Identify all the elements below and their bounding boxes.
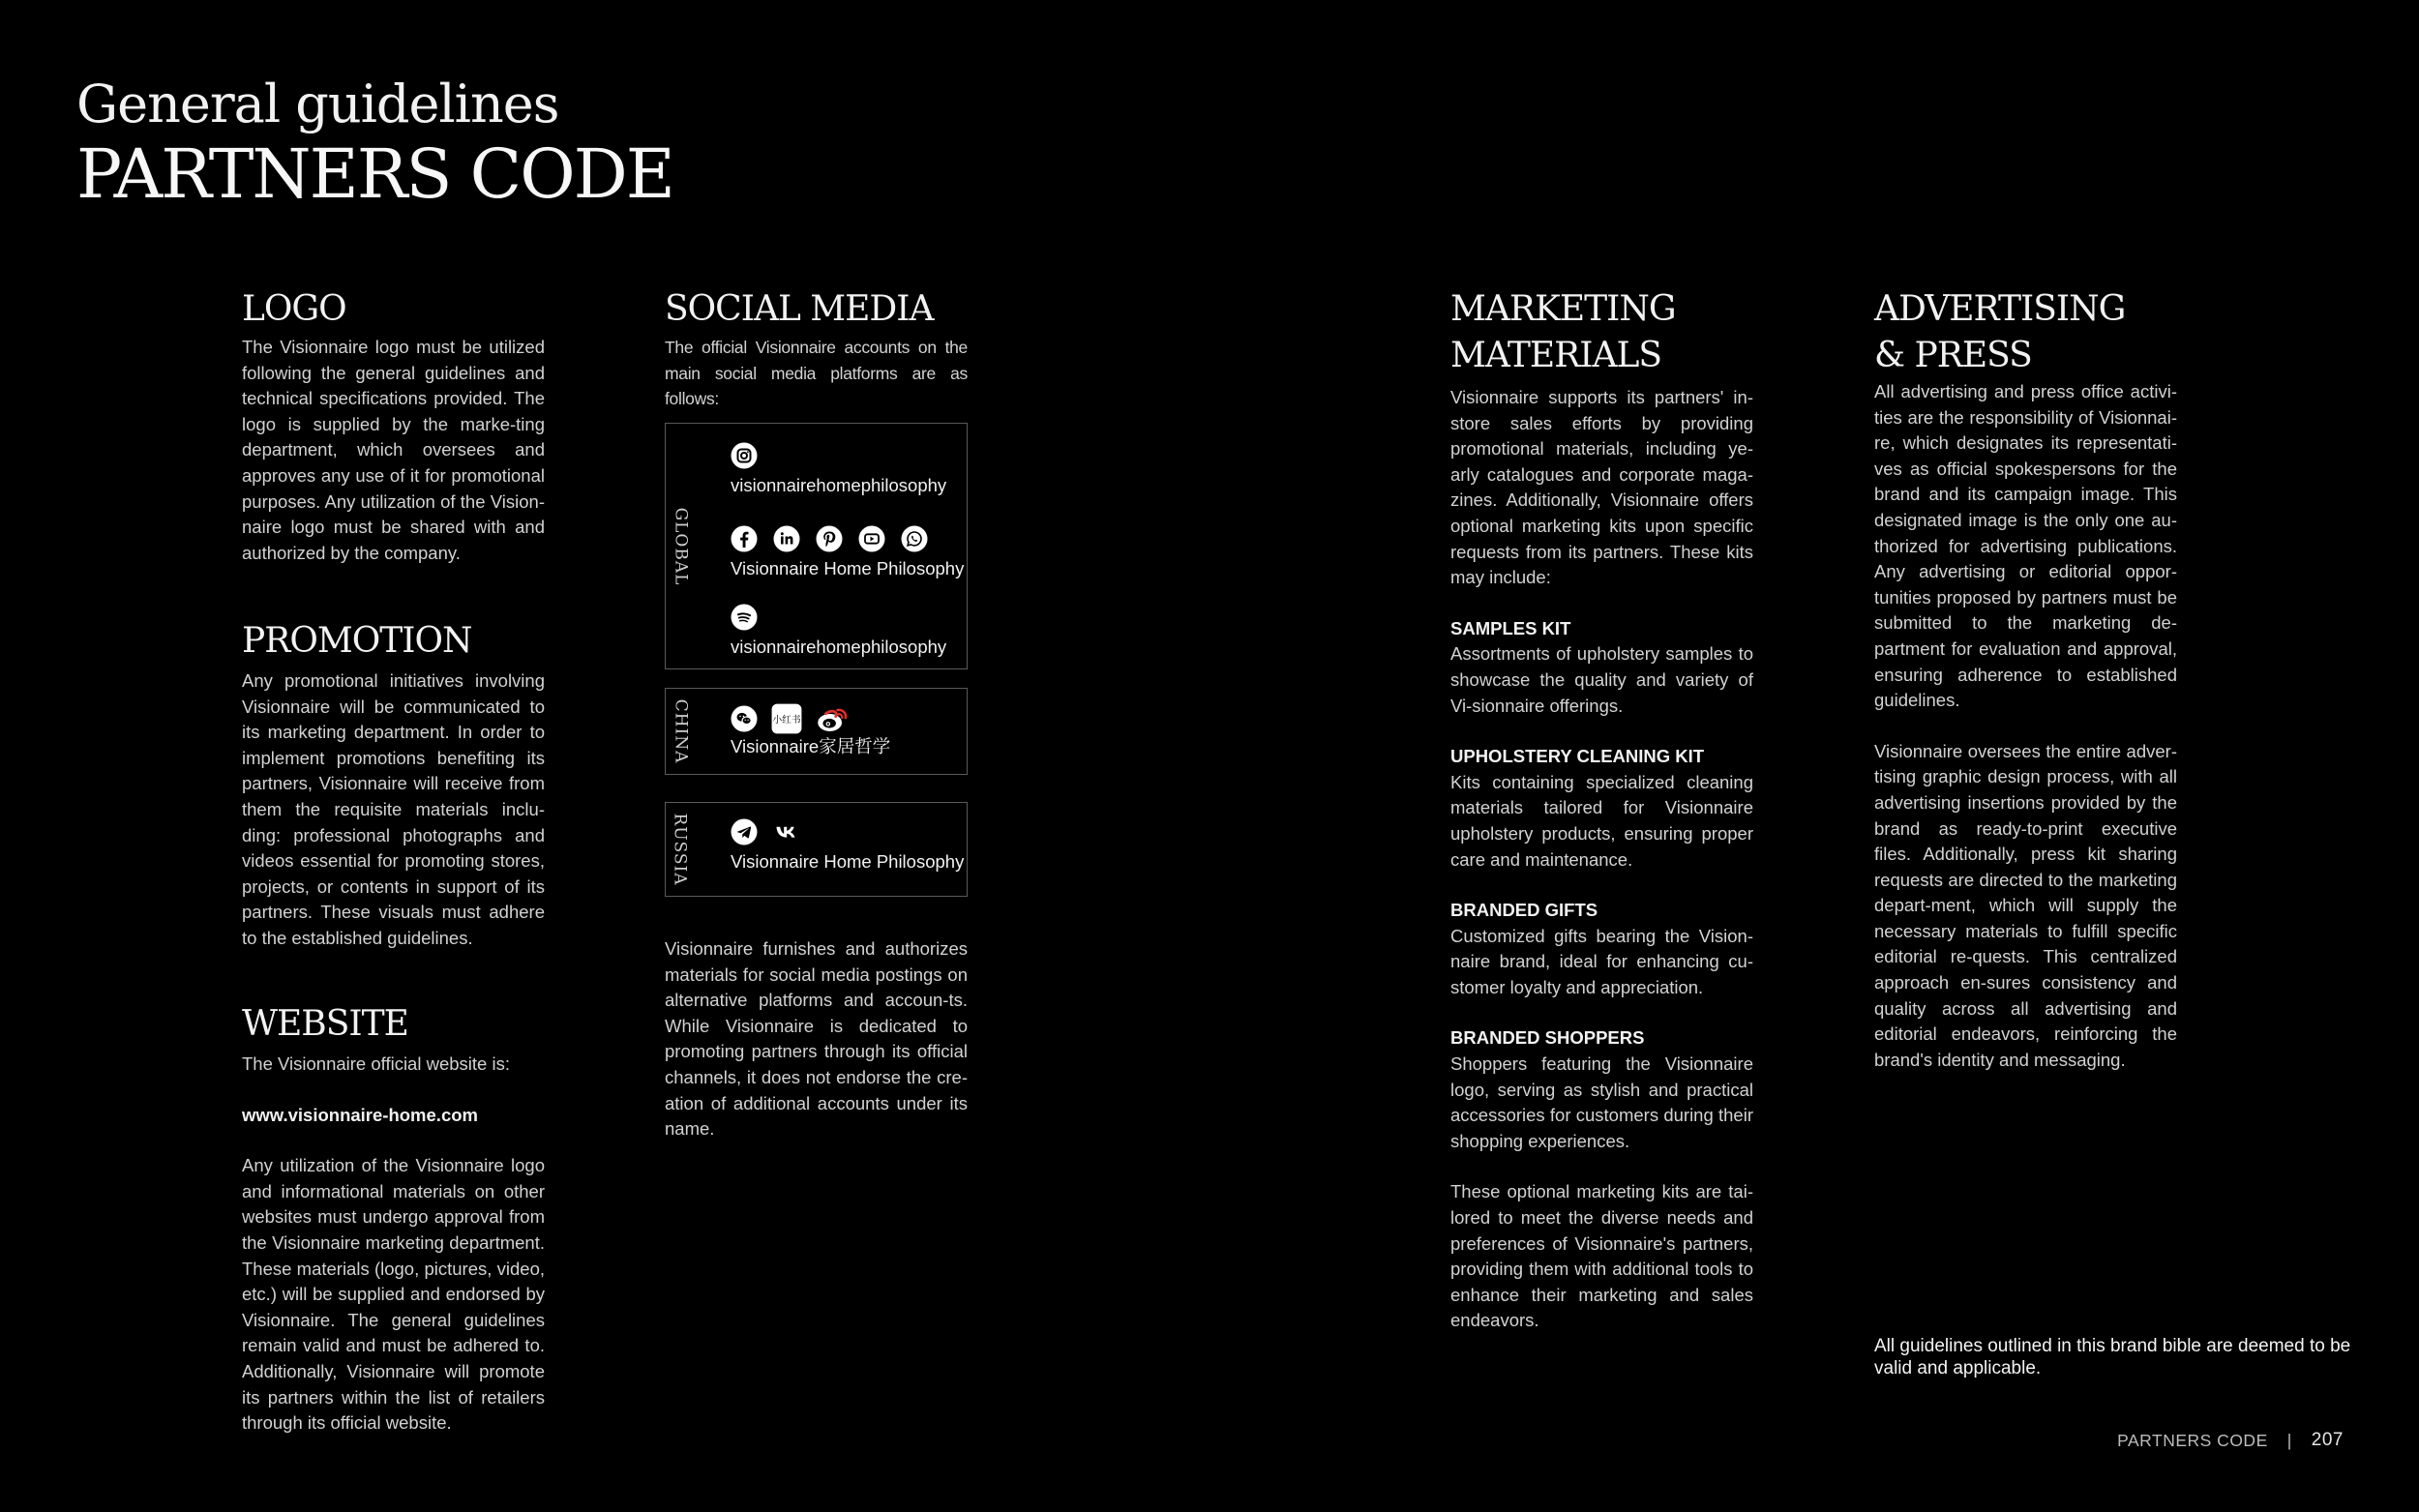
website-heading: WEBSITE: [242, 1004, 408, 1044]
footer-separator: |: [2286, 1430, 2292, 1450]
website-body: Any utilization of the Visionnaire logo and informational materials on other websites must undergo approval from the Visionnaire marketing department. These materials (logo, pictures, video, etc.) will be supplied and endorsed by Visionnaire. The general guidelines remain valid and must be adhered to. Additionally, Visionnaire will promote its partners within the list of retailers through its official website.: [242, 1155, 545, 1434]
marketing-item-body: Kits containing specialized cleaning materials tailored for Visionnaire upholstery products, ensuring proper care and maintenance.: [1450, 771, 1753, 870]
youtube-icon[interactable]: [858, 525, 885, 552]
instagram-handle[interactable]: visionnairehomephilosophy: [731, 475, 947, 495]
advertising-heading-line2: & PRESS: [1874, 336, 2032, 375]
xiaohongshu-icon[interactable]: [771, 703, 802, 734]
svg-text:小红书: 小红书: [772, 715, 801, 726]
social-box-russia: [665, 802, 968, 897]
vk-icon[interactable]: [773, 818, 800, 845]
russia-handle[interactable]: Visionnaire Home Philosophy: [731, 851, 965, 872]
marketing-item-body: Assortments of upholstery samples to showcase the quality and variety of Vi-sionnaire offerings.: [1450, 643, 1753, 716]
logo-body: The Visionnaire logo must be utilized following the general guidelines and technical specifications provided. The logo is supplied by the marke-ting department, which oversees and approves any use of it for promotional purposes. Any utilization of the Vision-naire logo must be shared with and authorized by the company.: [242, 337, 545, 563]
social-footer-section: [665, 936, 968, 1142]
advertising-heading-line1: ADVERTISING: [1874, 289, 2126, 329]
page-header: [76, 75, 673, 215]
marketing-heading-line1: MARKETING: [1450, 289, 1676, 329]
whatsapp-icon[interactable]: [901, 525, 928, 552]
social-intro: The official Visionnaire accounts on the main social media platforms are as follows:: [665, 338, 968, 409]
logo-section: [242, 286, 545, 566]
website-url-link[interactable]: www.visionnaire-home.com: [242, 1104, 478, 1125]
promotion-heading: PROMOTION: [242, 621, 472, 661]
marketing-item-body: Customized gifts bearing the Vision-naire brand, ideal for enhancing cu-stomer loyalty and appreciation.: [1450, 925, 1753, 997]
spotify-handle[interactable]: visionnairehomephilosophy: [731, 637, 947, 657]
marketing-outro: These optional marketing kits are tai-lored to meet the diverse needs and preferences of Visionnaire's partners, providing them with additional tools to enhance their marketing and sales endeavors.: [1450, 1181, 1753, 1331]
page-title: PARTNERS CODE: [76, 134, 673, 214]
footer-section-label: PARTNERS CODE: [2117, 1430, 2268, 1450]
social-box-china: [665, 688, 968, 775]
telegram-icon[interactable]: [731, 818, 758, 845]
website-intro: The Visionnaire official website is:: [242, 1053, 510, 1074]
marketing-heading-line2: MATERIALS: [1450, 336, 1662, 375]
page-subtitle: General guidelines: [76, 74, 559, 134]
china-handle[interactable]: Visionnaire家居哲学: [731, 736, 891, 756]
marketing-item-title: BRANDED SHOPPERS: [1450, 1027, 1645, 1049]
marketing-item-body: Shoppers featuring the Visionnaire logo, serving as stylish and practical accessories for customers during their shopping experiences.: [1450, 1053, 1753, 1151]
social-heading: SOCIAL MEDIA: [665, 289, 934, 329]
promotion-section: [242, 618, 545, 952]
china-label: CHINA: [671, 698, 691, 764]
website-section: [242, 1001, 545, 1437]
page-number: 207: [2311, 1430, 2344, 1450]
logo-heading: LOGO: [242, 289, 346, 329]
marketing-item-title: SAMPLES KIT: [1450, 617, 1571, 638]
instagram-icon[interactable]: [731, 442, 758, 469]
page-footer: [2117, 1430, 2344, 1451]
weibo-icon[interactable]: [816, 703, 851, 734]
main-social-row: [731, 525, 964, 581]
guidelines-note: All guidelines outlined in this brand bible are deemed to be valid and applicable.: [1874, 1336, 2351, 1379]
instagram-row: [731, 442, 946, 498]
social-footer-body: Visionnaire furnishes and authorizes materials for social media postings on alternative platforms and accoun-ts. While Visionnaire is dedicated to promoting partners through its official channels, it does not endorse the cre-ation of additional accounts under its name.: [665, 938, 968, 1140]
russia-label: RUSSIA: [671, 813, 690, 886]
linkedin-icon[interactable]: [773, 525, 800, 552]
pinterest-icon[interactable]: [816, 525, 843, 552]
marketing-item-title: UPHOLSTERY CLEANING KIT: [1450, 746, 1705, 767]
advertising-body-2: Visionnaire oversees the entire adver-tising graphic design process, with all advertising insertions provided by the brand as ready-to-print executive files. Additionally, press kit sharing requests are directed to the marketing depart-ment, which will supply the necessary materials to fulfill specific editorial re-quests. This centralized approach en-sures consistency and quality across all advertising and editorial endeavors, reinforcing the brand's identity and messaging.: [1874, 740, 2177, 1070]
marketing-item-title: BRANDED GIFTS: [1450, 900, 1598, 921]
marketing-intro: Visionnaire supports its partners' in-store sales efforts by providing promotional materials, including ye-arly catalogues and corporate maga-zines. Additionally, Visionnaire offers optional marketing kits upon specific requests from its partners. These kits may include:: [1450, 387, 1753, 588]
china-row: [731, 705, 890, 759]
russia-row: [731, 818, 964, 875]
main-social-handle[interactable]: Visionnaire Home Philosophy: [731, 558, 965, 578]
advertising-body-1: All advertising and press office activi-ties are the responsibility of Visionnai-re, which designates its representati-ves as official spokespersons for the brand and its campaign image. This designated image is the only one au-thorized for advertising publications. Any advertising or editorial oppor-tunities proposed by partners must be submitted to the marketing de-partment for evaluation and approval, ensuring adherence to established guidelines.: [1874, 381, 2177, 711]
spotify-row: [731, 604, 946, 660]
promotion-body: Any promotional initiatives involving Visionnaire will be communicated to its marketing department. In order to implement promotions benefiting its partners, Visionnaire will receive from them the requisite materials inclu-ding: professional photographs and videos essential for promoting stores, projects, or contents in support of its partners. These visuals must adhere to the established guidelines.: [242, 670, 545, 948]
advertising-section: [1874, 286, 2177, 1073]
marketing-section: [1450, 286, 1753, 1334]
wechat-icon[interactable]: [731, 705, 758, 732]
social-box-global: [665, 423, 968, 669]
social-section: [665, 286, 968, 412]
spotify-icon[interactable]: [731, 604, 758, 631]
facebook-icon[interactable]: [731, 525, 758, 552]
global-label: GLOBAL: [671, 507, 690, 585]
